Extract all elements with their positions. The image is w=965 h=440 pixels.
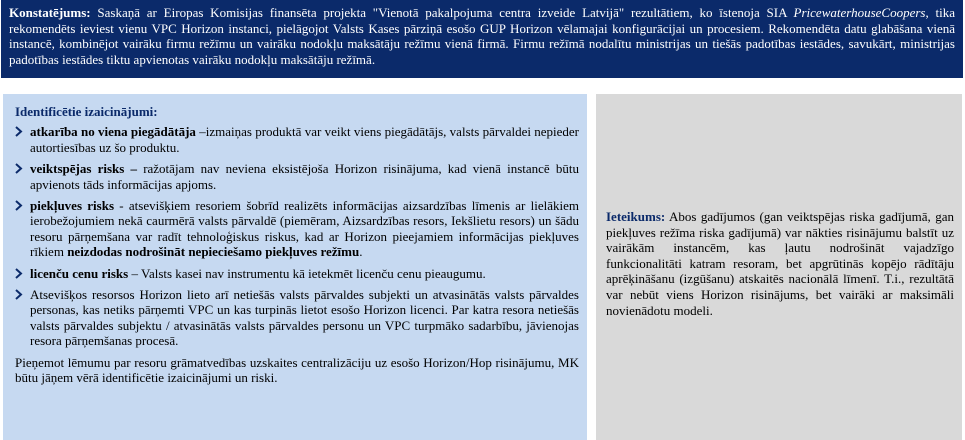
challenge-item-4-bold: licenču cenu risks xyxy=(30,265,129,281)
chevron-right-icon xyxy=(15,268,23,279)
challenge-item-5-text: Atsevišķos resorsos Horizon lieto arī netiešās valsts pārvaldes subjekti un atvasinātās valsts pārvaldes personas, kas netiks pārņemti VPC un kas turpinās lietot esošo Horizon licenci. Par katra resora netiešās valsts pārvaldes subjektu / atvasinātās valsts pārvaldes personu un VPC turpmāko sadarbību, jāvienojas resora pārņemšanas procesā. xyxy=(30,287,579,349)
challenge-item-4 xyxy=(15,266,579,281)
recommendation-panel xyxy=(596,94,962,440)
challenge-item-3 xyxy=(15,198,579,260)
challenge-item-3-text: - atsevišķiem resoriem šobrīd realizēts informācijas aizsardzības līmenis ar lielākiem ierobežojumiem nekā caurmērā valsts pārvaldē (piemēram, Aizsardzības resors, Iekšlietu resors) un šādu resoru pārņemšana var radīt tehnoloģiskus riskus, kad ar Horizon pieejamiem informācijas piekļuves rīkiem xyxy=(30,198,580,260)
challenge-item-3-bold-2: neizdodas nodrošināt nepieciešamo piekļuves režīmu xyxy=(67,244,360,260)
challenges-panel xyxy=(3,94,587,440)
challenge-item-2-text: ražotājam nav neviena eksistējoša Horizon risinājuma, kad vienā instancē būtu apvienots tāds informācijas apjoms. xyxy=(30,161,579,192)
challenge-item-2 xyxy=(15,161,579,192)
finding-banner xyxy=(1,0,963,78)
chevron-right-icon xyxy=(15,289,23,300)
chevron-right-icon xyxy=(15,200,23,211)
challenge-item-3-text-2: . xyxy=(359,244,363,260)
chevron-right-icon xyxy=(15,126,23,137)
finding-company: PricewaterhouseCoopers xyxy=(793,5,926,20)
challenge-item-5 xyxy=(15,287,579,349)
challenge-item-4-text: – Valsts kasei nav instrumentu kā ietekmēt licenču cenu pieaugumu. xyxy=(128,265,486,281)
challenge-item-2-bold: veiktspējas risks – xyxy=(30,161,137,177)
challenges-title: Identificētie izaicinājumi: xyxy=(15,104,158,119)
challenge-item-1 xyxy=(15,124,579,155)
challenges-closing: Pieņemot lēmumu par resoru grāmatvedības uzskaites centralizāciju uz esošo Horizon/Hop risinājumu, MK būtu jāņem vērā identificētie izaicinājumi un riski. xyxy=(15,354,579,386)
finding-label: Konstatējums: xyxy=(9,5,91,20)
challenge-item-1-bold: atkarība no viena piegādātāja xyxy=(30,124,196,140)
challenge-item-3-bold: piekļuves risks xyxy=(30,198,115,214)
chevron-right-icon xyxy=(15,163,23,174)
finding-text-2: , tika rekomendēts ieviest vienu VPC Horizon instanci, pielāgojot Valsts Kases pārziņā esošo GUP Horizon vēlamajai konfigurācijai un procesiem. Rekomendēta datu glabāšana vienā instancē, kombinējot vairāku firmu režīmu un vairāku nodokļu maksātāju režīmu vienā firmā. Firmu režīmā nodalītu ministrijas un tiešās padotības iestādes, savukārt, ministrijas padotības iestādes tiktu apvienotas vairāku nodokļu maksātāju režīmā. xyxy=(9,5,956,67)
challenge-item-1-text: –izmaiņas produktā var veikt viens piegādātājs, valsts pārvaldei nepieder autortiesības uz šo produktu. xyxy=(30,124,580,155)
recommendation-text: Abos gadījumos (gan veiktspējas riska gadījumā, gan piekļuves režīma riska gadījumā) var nākties risinājumu balstīt uz vairākām instancēm, kas ļautu nodrošināt vajadzīgo funkcionalitāti katram resoram, bet apgrūtinās kopējo rādītāju aprēķināšanu (izgūšanu) atskaitēs nacionālā līmenī. T.i., rezultātā var nebūt viens Horizon risinājums, bet vairāki ar maksimāli novienādotu modeli. xyxy=(606,209,954,318)
finding-text-1: Saskaņā ar Eiropas Komisijas finansēta projekta "Vienotā pakalpojuma centra izveide Latvijā" rezultātiem, ko īstenoja SIA xyxy=(90,5,794,20)
recommendation-label: Ieteikums: xyxy=(606,209,666,224)
